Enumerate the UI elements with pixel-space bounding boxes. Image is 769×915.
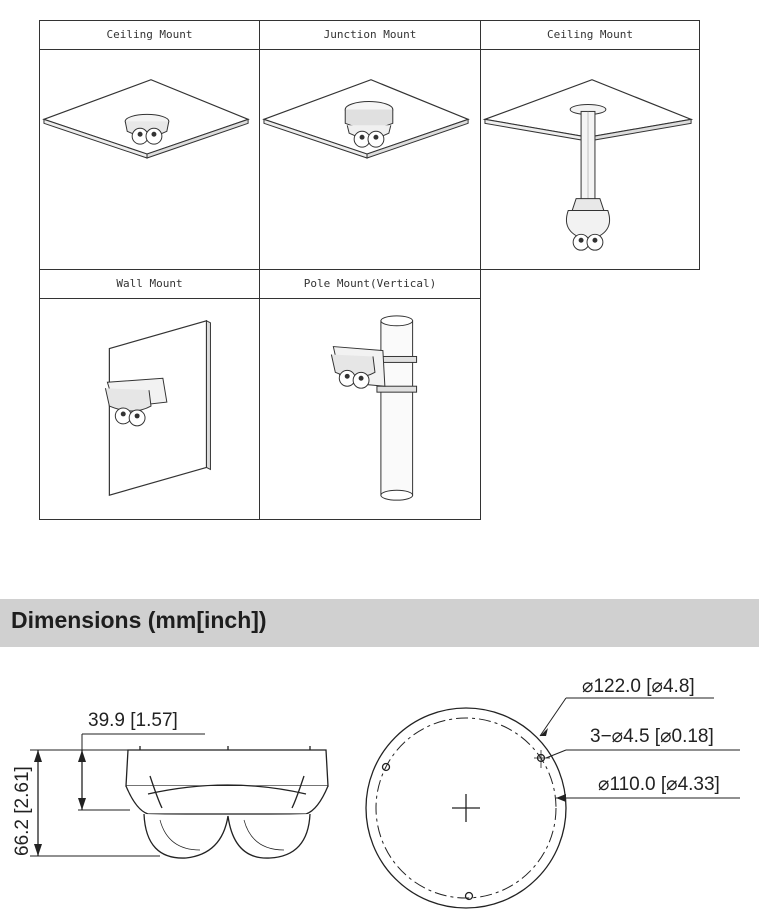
pendant-ceiling-mount-label: Ceiling Mount bbox=[481, 21, 699, 50]
ceiling-mount-label: Ceiling Mount bbox=[40, 21, 259, 50]
pendant-ceiling-mount-cell bbox=[480, 20, 700, 270]
dimension-drawing bbox=[0, 650, 769, 915]
junction-mount-label: Junction Mount bbox=[260, 21, 480, 50]
mounting-holes-text: 3−⌀4.5 [⌀0.18] bbox=[590, 726, 714, 747]
wall-mount-label: Wall Mount bbox=[40, 270, 259, 299]
ceiling-mount-cell bbox=[39, 20, 260, 270]
pole-mount-illustration bbox=[260, 299, 480, 519]
pole-mount-label: Pole Mount(Vertical) bbox=[260, 270, 480, 299]
dimensions-header bbox=[0, 599, 759, 647]
wall-mount-cell bbox=[39, 269, 260, 520]
pole-mount-cell bbox=[259, 269, 481, 520]
hole-circle-diameter-text: ⌀110.0 [⌀4.33] bbox=[598, 774, 720, 795]
offset-dimension-text: 39.9 [1.57] bbox=[88, 710, 178, 731]
junction-mount-cell bbox=[259, 20, 481, 270]
height-dimension-text: 66.2 [2.61] bbox=[12, 766, 33, 856]
side-view bbox=[30, 734, 328, 858]
junction-mount-illustration bbox=[260, 50, 480, 269]
dimensions-title: Dimensions (mm[inch]) bbox=[11, 607, 267, 633]
ceiling-mount-illustration bbox=[40, 50, 259, 269]
outer-diameter-text: ⌀122.0 [⌀4.8] bbox=[582, 676, 695, 697]
pendant-ceiling-mount-illustration bbox=[481, 50, 699, 269]
wall-mount-illustration bbox=[40, 299, 259, 519]
